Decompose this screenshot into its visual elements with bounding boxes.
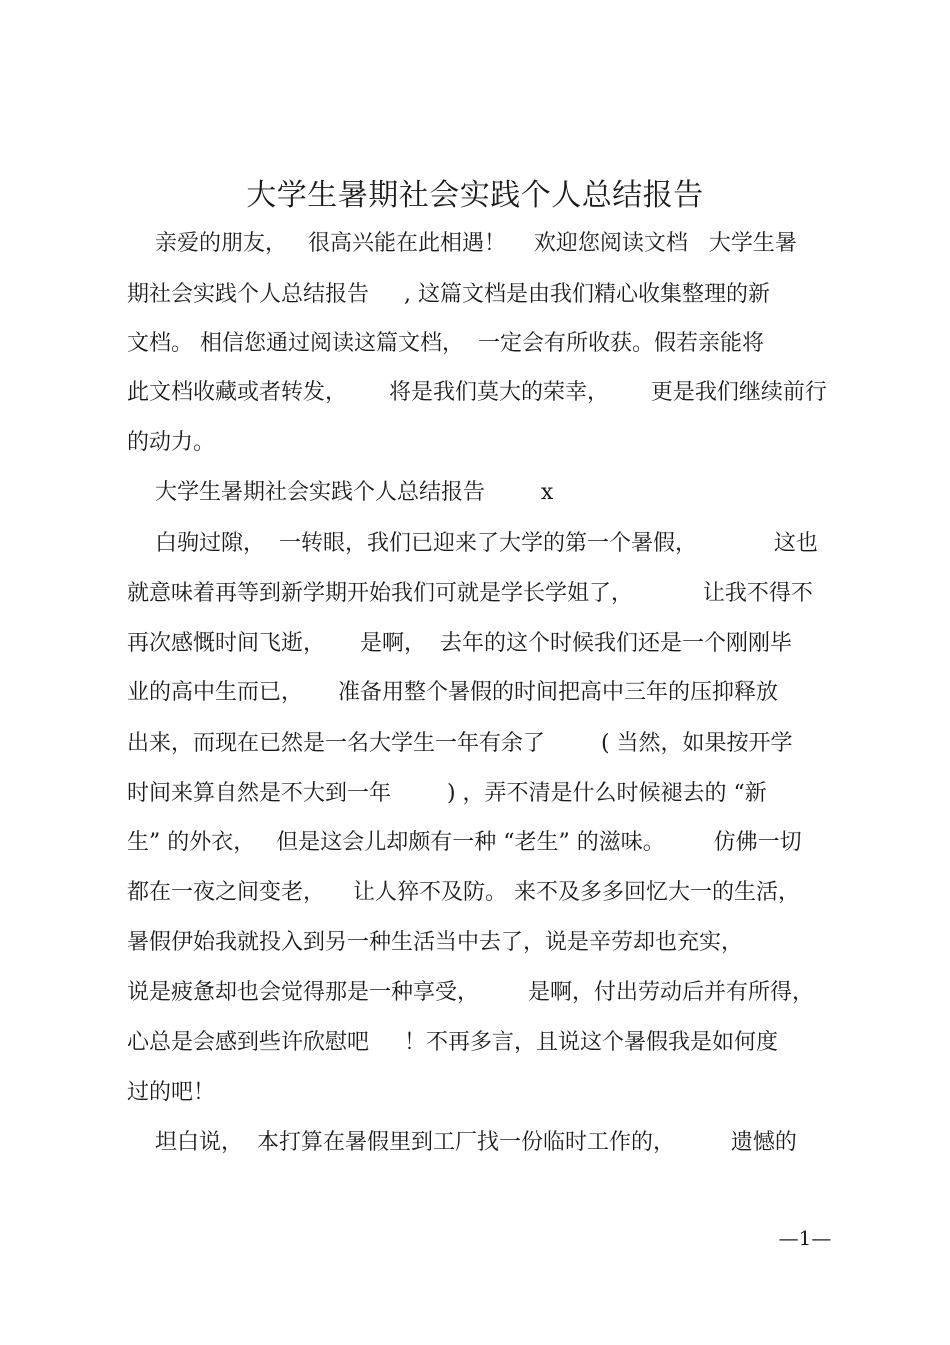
body-line: 生” 的外衣， 但是这会儿却颇有一种 “老生” 的滋味。 仿佛一切 (127, 830, 802, 855)
body-line: 都在一夜之间变老， 让人猝不及防。 来不及多多回忆大一的生活， (127, 880, 800, 905)
body-line: 此文档收藏或者转发， 将是我们莫大的荣幸， 更是我们继续前行 (127, 380, 827, 405)
body-line: 再次感慨时间飞逝， 是啊， 去年的这个时候我们还是一个刚刚毕 (127, 631, 792, 656)
section-heading: 大学生暑期社会实践个人总结报告 x (127, 480, 554, 505)
body-line: 期社会实践个人总结报告 , 这篇文档是由我们精心收集整理的新 (127, 282, 770, 307)
body-line: 时间来算自然是不大到一年 ) ，弄不清是什么时候褪去的 “新 (127, 781, 767, 806)
body-line: 业的高中生而已， 准备用整个暑假的时间把高中三年的压抑释放 (127, 680, 778, 705)
body-line: 亲爱的朋友， 很高兴能在此相遇！ 欢迎您阅读文档 大学生暑 (127, 231, 797, 256)
body-line: 暑假伊始我就投入到另一种生活当中去了，说是辛劳却也充实， (127, 930, 744, 955)
body-line: 白驹过隙， 一转眼，我们已迎来了大学的第一个暑假， 这也 (127, 531, 818, 556)
body-line: 就意味着再等到新学期开始我们可就是学长学姐了， 让我不得不 (127, 581, 813, 606)
body-line: 心总是会感到些许欣慰吧 ！不再多言，且说这个暑假我是如何度 (127, 1030, 778, 1055)
body-line: 出来，而现在已然是一名大学生一年有余了 ( 当然，如果按开学 (127, 731, 793, 756)
body-line: 说是疲惫却也会觉得那是一种享受， 是啊，付出劳动后并有所得， (127, 980, 814, 1005)
body-line: 的动力。 (127, 430, 216, 455)
page-number: —1— (778, 1226, 832, 1250)
document-title: 大学生暑期社会实践个人总结报告 (246, 178, 704, 213)
body-line: 坦白说， 本打算在暑假里到工厂找一份临时工作的， 遗憾的 (127, 1130, 797, 1155)
body-line: 过的吧！ (127, 1080, 216, 1105)
body-line: 文档。 相信您通过阅读这篇文档， 一定会有所收获。假若亲能将 (127, 331, 764, 356)
